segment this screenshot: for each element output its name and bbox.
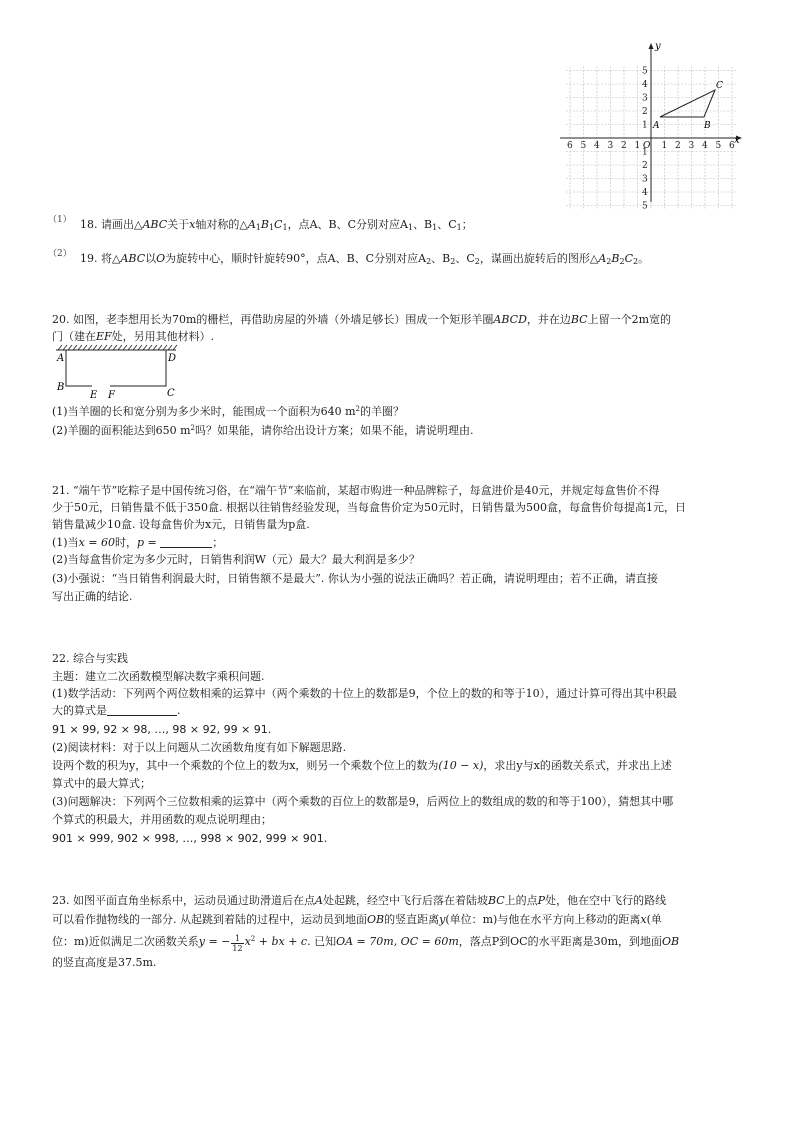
q18-number: 18. <box>80 218 98 231</box>
wall-hatch-mark <box>163 345 167 350</box>
x-tick-label: 1 <box>661 141 668 151</box>
fig-label-f: F <box>108 390 115 400</box>
wall-hatch-mark <box>128 345 132 350</box>
fig-label-d: D <box>168 353 177 364</box>
q22-line5: 91 × 99, 92 × 98, …, 98 × 92, 99 × 91. <box>52 723 272 736</box>
x-tick-label: 3 <box>688 141 695 151</box>
q20-line2: 门（建在EF处，另用其他材料）. <box>52 330 215 343</box>
point-a-label: A <box>653 121 660 131</box>
q22-line8: 算式中的最大算式； <box>52 777 151 790</box>
x-tick-label: 4 <box>702 141 708 151</box>
sheep-pen-figure <box>54 344 184 400</box>
q18-part-label: （1） <box>48 215 72 225</box>
wall-hatch-mark <box>108 345 112 350</box>
wall-hatch-mark <box>138 345 142 350</box>
q21-line2: 少于50元，日销售量不低于350盒. 根据以往销售经验发现，当每盒售价定为50元时，日销售量为500盒，每盒售价每提高1元，日 <box>52 501 686 514</box>
q21-sub3a: (3)小强说：“当日销售利润最大时，日销售额不是最大”. 你认为小强的说法正确吗？若正确，请说明理由；若不正确，请直接 <box>52 572 658 585</box>
pen-fence-right <box>110 350 166 386</box>
q20-line1: 20. 如图，老李想用长为70m的栅栏，再借助房屋的外墙（外墙足够长）围成一个矩形羊圈ABCD，并在边BC上留一个2m宽的 <box>52 313 672 326</box>
q22-line2: 主题：建立二次函数模型解决数字乘积问题. <box>52 670 265 683</box>
wall-hatch-mark <box>173 345 177 350</box>
q23-fraction: $\frac{1}{12}$ <box>232 934 243 953</box>
fig-label-e: E <box>90 390 98 400</box>
x-tick-label: 2 <box>621 141 627 151</box>
y-tick-label: 2 <box>642 107 648 117</box>
q22-line4: 大的算式是 . <box>52 704 181 717</box>
fig-label-b: B <box>57 382 65 393</box>
wall-hatch-mark <box>73 345 77 350</box>
wall-hatch-mark <box>93 345 97 350</box>
wall-hatch-mark <box>58 345 62 350</box>
y-tick-label: 1 <box>642 120 648 131</box>
wall-hatch-mark <box>148 345 152 350</box>
x-tick-label: 4 <box>594 141 600 151</box>
q22-answer-blank[interactable] <box>107 705 177 716</box>
q21-sub2: (2)当每盒售价定为多少元时，日销售利润W（元）最大？最大利润是多少？ <box>52 553 420 566</box>
x-axis-label: x <box>734 135 740 146</box>
q22-line7: 设两个数的积为y，其中一个乘数的个位上的数为x，则另一个乘数个位上的数为(10 − x)，求出y与x的函数关系式，并求出上述 <box>52 759 672 772</box>
q22-line9: (3)问题解决：下列两个三位数相乘的运算中（两个乘数的百位上的数都是9，后两位上的数组成的数的和等于100），猜想其中哪 <box>52 795 674 808</box>
wall-hatch-mark <box>63 345 67 350</box>
q22-line6: (2)阅读材料：对于以上问题从二次函数角度有如下解题思路. <box>52 741 347 754</box>
y-tick-label: 3 <box>642 174 648 185</box>
q21-line3: 销售量减少10盒. 设每盒售价为x元，日销售量为p盒. <box>52 518 310 531</box>
origin-label: O <box>643 141 651 151</box>
y-tick-label: 2 <box>642 161 648 171</box>
q19-text: 19. 将△ABC以O为旋转中心，顺时针旋转90°，点A、B、C分别对应$A_2$、$B_2$、$C_2$，谋画出旋转后的图形$\triangle A_2B_2C_2$。 <box>80 252 650 266</box>
q23-line3: 位：m)近似满足二次函数关系y = − $\frac{1}{12}$ $x^2$ + bx + c. 已知OA = 70m, OC = 60m，落点P到OC的水平距离是30m，到地面OB <box>52 934 680 953</box>
wall-hatch-mark <box>68 345 72 350</box>
y-tick-label: 4 <box>642 80 648 90</box>
wall-hatch-mark <box>133 345 137 350</box>
q20-sub1: (1)当羊圈的长和宽分别为多少米时，能围成一个面积为640 $m^2$的羊圈？ <box>52 405 404 418</box>
y-tick-label: 5 <box>642 201 648 210</box>
wall-hatch-mark <box>78 345 82 350</box>
q18-text: 18. 请画出△ABC关于x轴对称的$\triangle A_1B_1C_1$，点A、B、C分别对应$A_1$、$B_1$、$C_1$； <box>80 218 473 232</box>
q23-line1: 23. 如图平面直角坐标系中，运动员通过助滑道后在点A处起跳，经空中飞行后落在着陆坡BC上的点P处，他在空中飞行的路线 <box>52 894 667 907</box>
y-axis-label: y <box>655 41 661 52</box>
y-tick-label: 4 <box>642 188 648 198</box>
q22-line11: 901 × 999, 902 × 998, …, 998 × 902, 999 × 901. <box>52 832 328 845</box>
q21-answer-blank[interactable] <box>160 537 212 548</box>
point-b-label: B <box>704 121 711 131</box>
triangle-abc <box>660 90 715 117</box>
q21-line1: 21. “端午节”吃粽子是中国传统习俗，在“端午节”来临前，某超市购进一种品牌粽子，每盒进价是40元，并规定每盒售价不得 <box>52 484 660 497</box>
y-tick-label: 3 <box>642 93 648 104</box>
y-tick-label: 1 <box>642 147 648 158</box>
q19-part-label: （2） <box>48 249 72 259</box>
wall-hatch-mark <box>98 345 102 350</box>
wall-hatch-mark <box>118 345 122 350</box>
q23-line2: 可以看作抛物线的一部分. 从起跳到着陆的过程中，运动员到地面OB的竖直距离y(单位：m)与他在水平方向上移动的距离x(单 <box>52 913 662 926</box>
wall-hatch-mark <box>123 345 127 350</box>
pen-fence <box>66 350 92 386</box>
x-tick-label: 3 <box>607 141 614 151</box>
q22-line10: 个算式的积最大，并用函数的观点说明理由； <box>52 813 272 826</box>
wall-hatch-mark <box>153 345 157 350</box>
fig-label-c: C <box>167 388 175 399</box>
q23-line4: 的竖直高度是37.5m. <box>52 956 157 969</box>
point-c-label: C <box>716 81 723 91</box>
x-tick-label: 6 <box>729 141 735 151</box>
coordinate-grid-figure <box>556 40 746 210</box>
x-tick-label: 5 <box>715 141 722 151</box>
wall-hatch-mark <box>143 345 147 350</box>
q21-sub1: (1)当x = 60时，p = ； <box>52 536 224 549</box>
x-tick-label: 2 <box>675 141 681 151</box>
x-tick-label: 6 <box>567 141 573 151</box>
x-tick-label: 5 <box>580 141 587 151</box>
x-tick-label: 1 <box>634 141 641 151</box>
y-axis-arrow <box>649 43 654 49</box>
wall-hatch-mark <box>158 345 162 350</box>
wall-hatch-mark <box>113 345 117 350</box>
y-tick-label: 5 <box>642 66 648 77</box>
wall-hatch-mark <box>103 345 107 350</box>
wall-hatch-mark <box>168 345 172 350</box>
wall-hatch-mark <box>88 345 92 350</box>
q20-sub2: (2)羊圈的面积能达到650 $m^2$吗？如果能，请你给出设计方案；如果不能，请说明理由. <box>52 424 474 437</box>
fig-label-a: A <box>57 353 65 364</box>
q19-number: 19. <box>80 252 98 265</box>
wall-hatch-mark <box>83 345 87 350</box>
q22-line3: (1)数学活动：下列两个两位数相乘的运算中（两个乘数的十位上的数都是9，个位上的数的和等于10），通过计算可得出其中积最 <box>52 687 678 700</box>
q22-line1: 22. 综合与实践 <box>52 652 128 665</box>
q21-sub3b: 写出正确的结论. <box>52 590 133 603</box>
